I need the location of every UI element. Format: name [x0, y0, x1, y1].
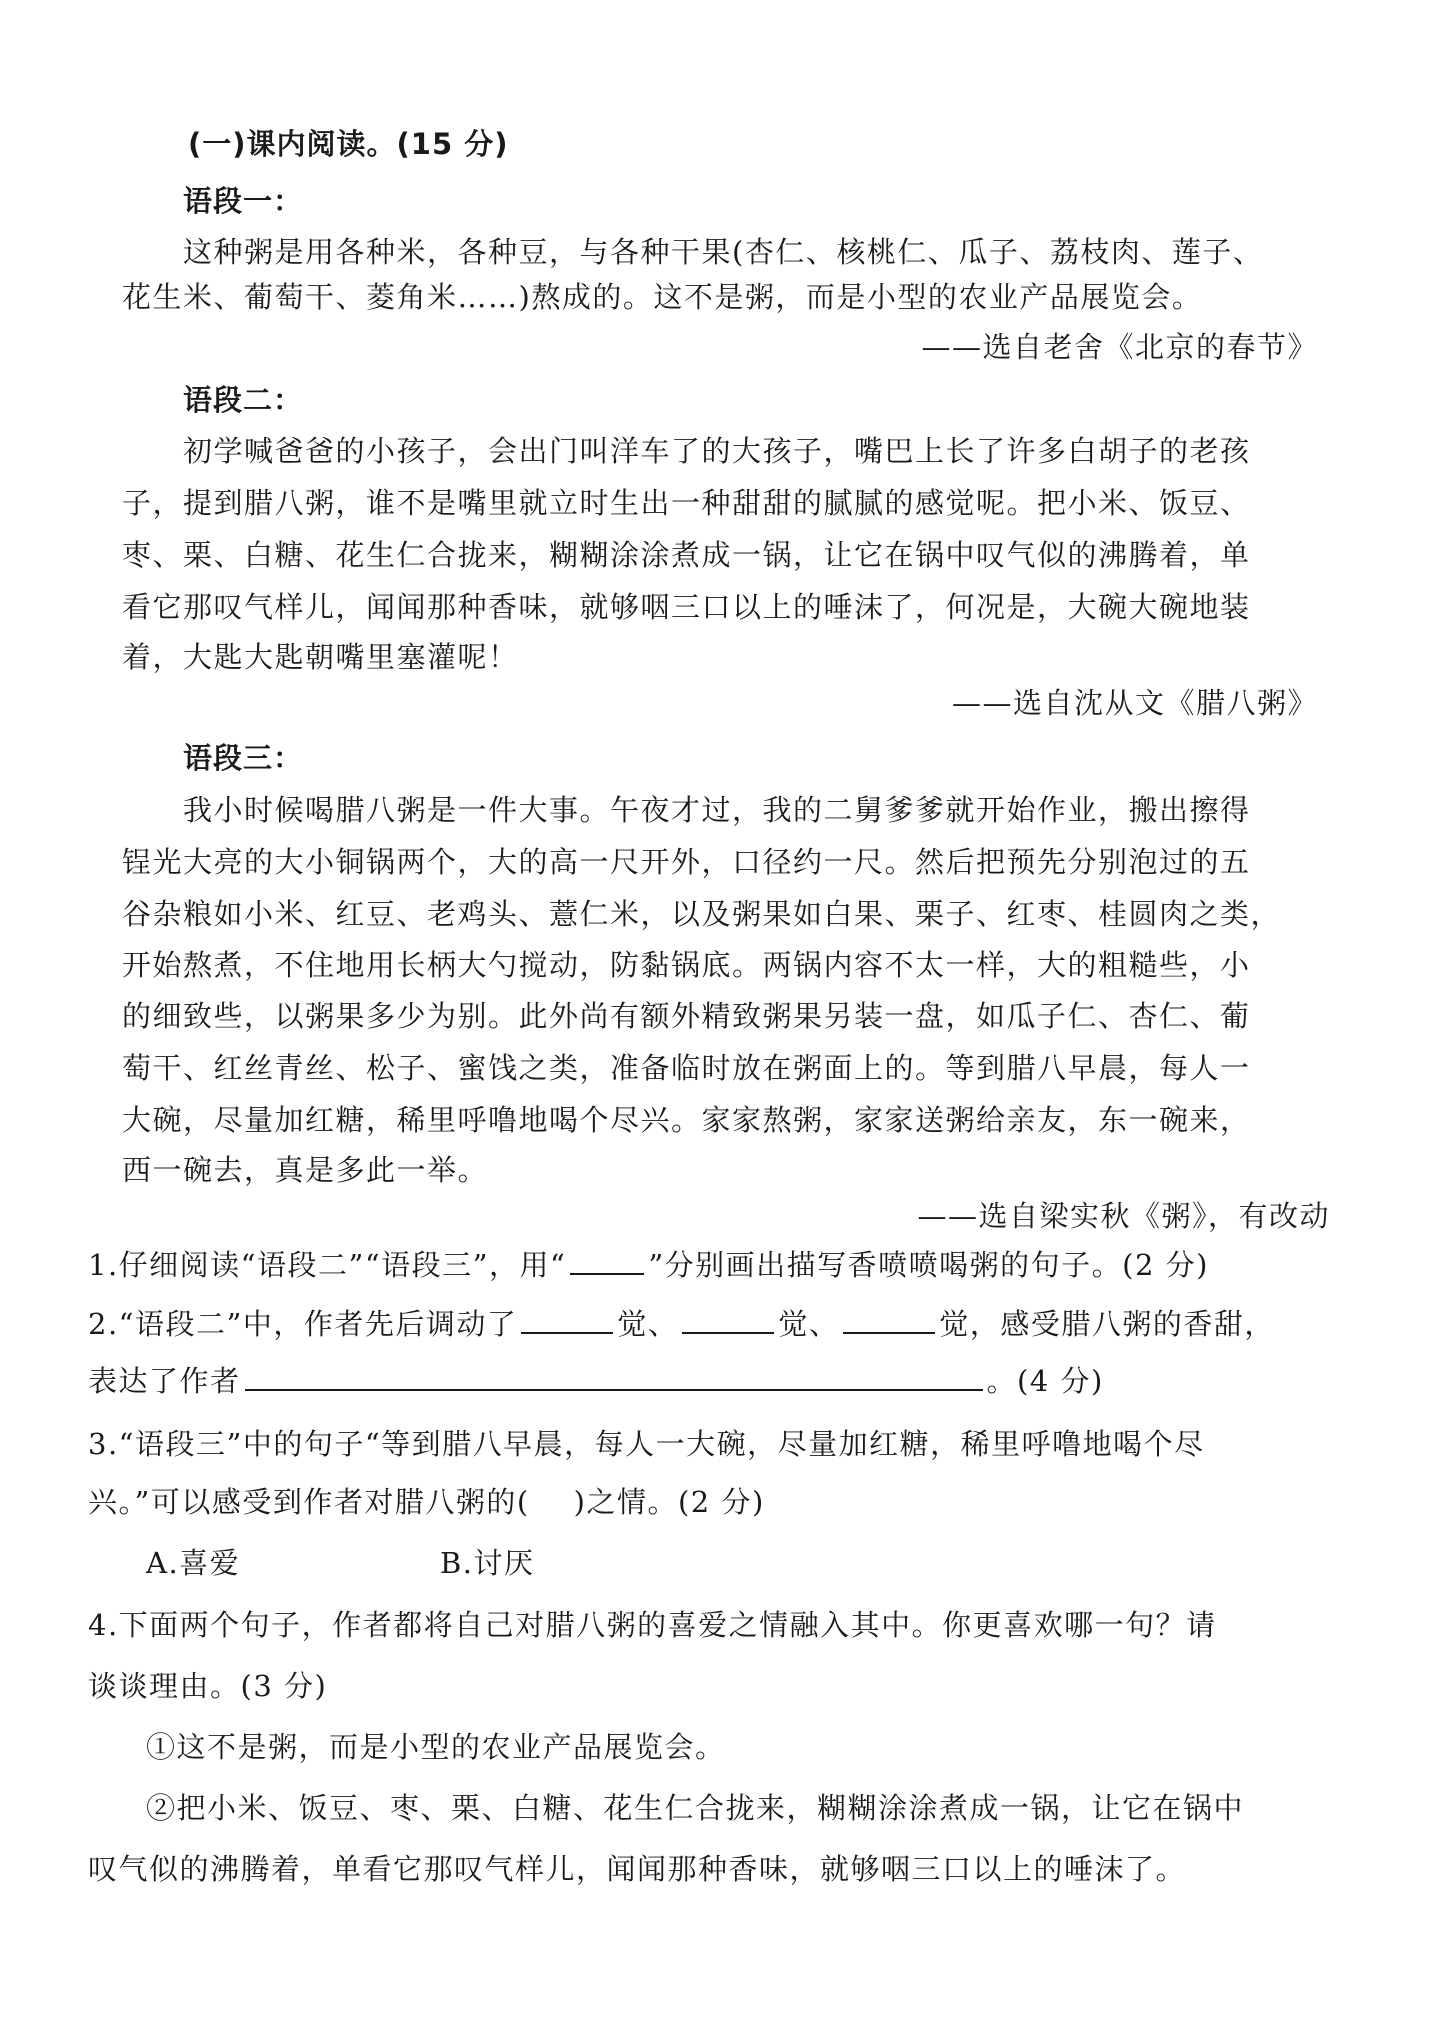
passage2-source: ——选自沈从文《腊八粥》	[951, 686, 1318, 720]
question-2-text: 2.“语段二”中，作者先后调动了	[88, 1307, 518, 1341]
passage2-heading: 语段二：	[183, 383, 304, 417]
passage2-line: 初学喊爸爸的小孩子，会出门叫洋车了的大孩子，嘴巴上长了许多白胡子的老孩	[183, 434, 1251, 468]
passage3-source: ——选自梁实秋《粥》，有改动	[917, 1199, 1330, 1233]
passage3-line: 锃光大亮的大小铜锅两个，大的高一尺开外，口径约一尺。然后把预先分别泡过的五	[122, 845, 1251, 879]
passage2-line: 子，提到腊八粥，谁不是嘴里就立时生出一种甜甜的腻腻的感觉呢。把小米、饭豆、	[122, 486, 1251, 520]
question-3: 3.“语段三”中的句子“等到腊八早晨，每人一大碗，尽量加红糖，稀里呼噜地喝个尽	[88, 1427, 1205, 1461]
sentence-1: ①这不是粥，而是小型的农业产品展览会。	[146, 1730, 726, 1764]
section-title: (一)课内阅读。(15 分)	[188, 127, 509, 161]
question-2-line-2	[88, 1359, 1104, 1401]
question-2-points: 。(4 分)	[986, 1364, 1104, 1398]
sentence-2: ②把小米、饭豆、枣、栗、白糖、花生仁合拢来，糊糊涂涂煮成一锅，让它在锅中	[146, 1791, 1245, 1825]
underline-sample	[570, 1243, 644, 1275]
option-b[interactable]: B.讨厌	[440, 1546, 535, 1580]
passage2-line: 枣、栗、白糖、花生仁合拢来，糊糊涂涂煮成一锅，让它在锅中叹气似的沸腾着，单	[122, 538, 1251, 572]
question-3-text: 兴。”可以感受到作者对腊八粥的(	[88, 1485, 530, 1519]
question-3-line-2	[88, 1482, 765, 1522]
question-1-text: ”分别画出描写香喷喷喝粥的句子。(2 分)	[648, 1248, 1209, 1282]
passage3-heading: 语段三：	[183, 741, 304, 775]
sentence-2-line-2: 叹气似的沸腾着，单看它那叹气样儿，闻闻那种香味，就够咽三口以上的唾沫了。	[88, 1852, 1187, 1886]
passage3-line: 大碗，尽量加红糖，稀里呼噜地喝个尽兴。家家熬粥，家家送粥给亲友，东一碗来，	[122, 1103, 1251, 1137]
option-a[interactable]: A.喜爱	[146, 1546, 241, 1580]
passage1-heading: 语段一：	[183, 184, 304, 218]
passage2-line: 着，大匙大匙朝嘴里塞灌呢！	[122, 640, 519, 674]
question-2-sense-label: 觉、	[617, 1307, 679, 1341]
answer-blank-sense-2[interactable]	[682, 1302, 774, 1334]
passage2-line: 看它那叹气样儿，闻闻那种香味，就够咽三口以上的唾沫了，何况是，大碗大碗地装	[122, 590, 1251, 624]
passage1-line: 这种粥是用各种米，各种豆，与各种干果(杏仁、核桃仁、瓜子、荔枝肉、莲子、	[183, 235, 1264, 269]
question-3-text: )之情。(2 分)	[573, 1485, 765, 1519]
answer-blank-feeling[interactable]	[245, 1359, 983, 1391]
question-4: 4.下面两个句子，作者都将自己对腊八粥的喜爱之情融入其中。你更喜欢哪一句？请	[88, 1608, 1217, 1642]
passage1-source: ——选自老舍《北京的春节》	[921, 330, 1318, 364]
question-1	[88, 1243, 1209, 1285]
passage3-line: 萄干、红丝青丝、松子、蜜饯之类，准备临时放在粥面上的。等到腊八早晨，每人一	[122, 1051, 1251, 1085]
question-2-text: 表达了作者	[88, 1364, 241, 1398]
question-1-text: 1.仔细阅读“语段二”“语段三”，用“	[88, 1248, 567, 1282]
question-2-sense-label: 觉、	[778, 1307, 840, 1341]
answer-blank-sense-3[interactable]	[843, 1302, 935, 1334]
passage3-line: 的细致些，以粥果多少为别。此外尚有额外精致粥果另装一盘，如瓜子仁、杏仁、葡	[122, 999, 1251, 1033]
passage1-line: 花生米、葡萄干、菱角米……)熬成的。这不是粥，而是小型的农业产品展览会。	[122, 280, 1203, 314]
answer-blank-sense-1[interactable]	[521, 1302, 613, 1334]
question-2-sense-label-last: 觉，感受腊八粥的香甜，	[939, 1307, 1275, 1341]
question-4-line-2: 谈谈理由。(3 分)	[88, 1669, 328, 1703]
passage3-line: 谷杂粮如小米、红豆、老鸡头、薏仁米，以及粥果如白果、栗子、红枣、桂圆肉之类，	[122, 897, 1282, 931]
question-2	[88, 1302, 1275, 1344]
passage3-line: 我小时候喝腊八粥是一件大事。午夜才过，我的二舅爹爹就开始作业，搬出擦得	[183, 793, 1251, 827]
passage3-line: 西一碗去，真是多此一举。	[122, 1153, 489, 1187]
passage3-line: 开始熬煮，不住地用长柄大勺搅动，防黏锅底。两锅内容不太一样，大的粗糙些，小	[122, 948, 1251, 982]
